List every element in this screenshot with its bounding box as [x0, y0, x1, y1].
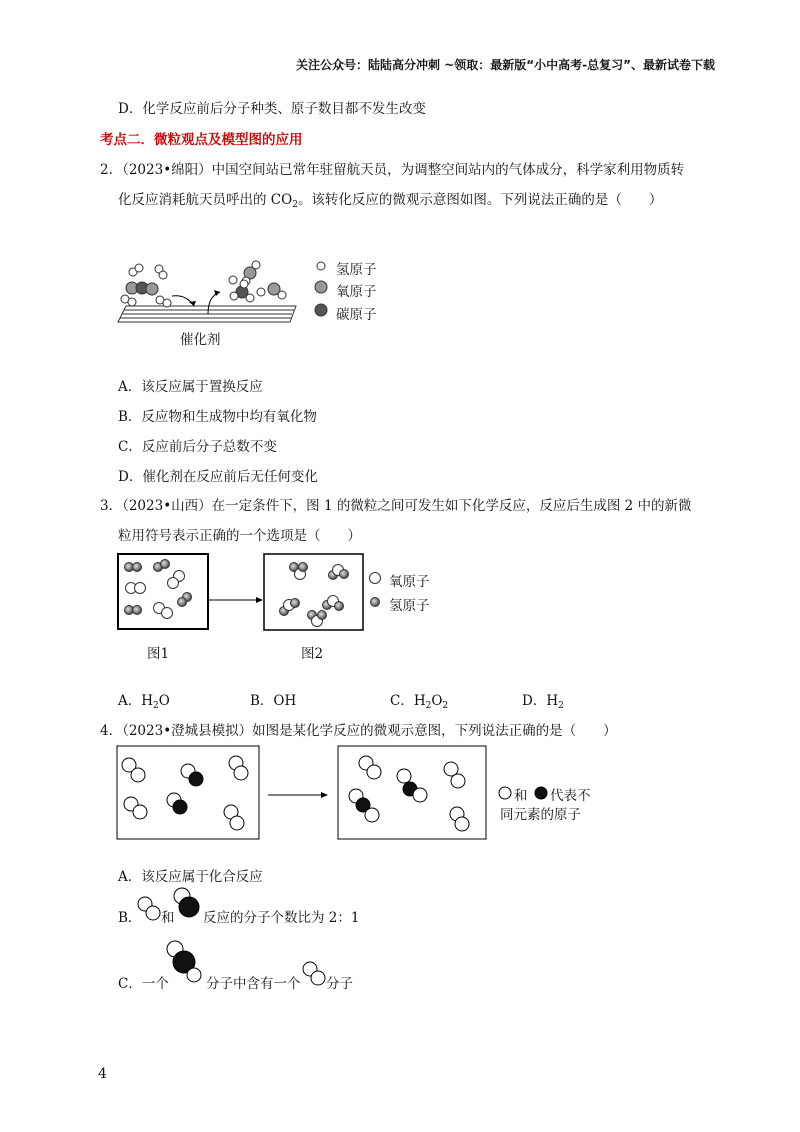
q3-option-c: C．$H_2O_2$ — [390, 693, 449, 711]
q3-legend-oxygen: 氧原子 — [389, 574, 430, 590]
q4-option-b-and: 和 — [161, 910, 175, 926]
q4-diagram — [116, 745, 496, 845]
white-atom-icon — [499, 787, 511, 799]
q4-option-a: A．该反应属于化合反应 — [118, 869, 263, 885]
q3-option-b: B．OH — [250, 693, 297, 709]
q3-stem-line2: 粒用符号表示正确的一个选项是（ ） — [118, 528, 361, 544]
q3-fig2-label: 图2 — [301, 646, 324, 662]
hydrogen-atom — [159, 271, 167, 279]
q2-legend-hydrogen: 氢原子 — [336, 262, 377, 278]
q4-option-c-prefix: C．一个 — [118, 976, 169, 992]
hydrogen-atom — [135, 264, 143, 272]
q3-option-d: D．$H_2$ — [522, 693, 564, 711]
q3-legend-hydrogen: 氢原子 — [389, 598, 430, 614]
q2-option-c: C．反应前后分子总数不变 — [118, 439, 277, 455]
hydrogen-atom — [128, 298, 136, 306]
q3-diagram — [117, 553, 377, 635]
q4-legend-line2: 同元素的原子 — [500, 807, 581, 823]
hydrogen-atom — [163, 299, 171, 307]
arrow-right-icon — [256, 597, 263, 603]
q2-option-b: B．反应物和生成物中均有氧化物 — [118, 409, 317, 425]
q3-option-a: A．$H_2O$ — [118, 693, 170, 711]
q4-option-b-tail: 反应的分子个数比为 2：1 — [203, 910, 360, 926]
carbon-legend-icon — [315, 304, 327, 316]
q3-stem-line1: 3．（2023•山西）在一定条件下，图 1 的微粒之间可发生如下化学反应，反应后生成图 2 中的新微 — [100, 498, 692, 514]
black-atom-icon — [535, 787, 547, 799]
q2-option-d: D．催化剂在反应前后无任何变化 — [118, 469, 318, 485]
q2-legend-carbon: 碳原子 — [336, 307, 377, 323]
oxygen-atom — [146, 283, 158, 295]
hydrogen-legend-icon — [371, 598, 380, 607]
q4-option-b-prefix: B． — [118, 910, 142, 926]
hydrogen-atom — [240, 280, 248, 288]
q4-option-c-tail: 分子 — [326, 976, 353, 992]
hydrogen-atom — [278, 291, 286, 299]
arrow-down-icon — [172, 296, 194, 306]
q2-stem-line1: 2．（2023•绵阳）中国空间站已常年驻留航天员，为调整空间站内的气体成分，科学家利用物质转 — [100, 162, 685, 178]
q4-option-c-mid: 分子中含有一个 — [206, 976, 301, 992]
page-header: 关注公众号：陆陆高分冲刺 ~领取：最新版“小中高考-总复习”、最新试卷下载 — [296, 58, 715, 72]
page-number: 4 — [98, 1066, 107, 1082]
oxygen-legend-icon — [315, 281, 327, 293]
hydrogen-atom — [246, 294, 254, 302]
q4-optb-molecule-mixed — [172, 886, 206, 924]
hydrogen-legend-icon — [317, 262, 325, 270]
q2-legend-oxygen: 氧原子 — [336, 284, 377, 300]
hydrogen-atom — [230, 292, 238, 300]
q1-option-d: D．化学反应前后分子种类、原子数目都不发生改变 — [118, 101, 426, 117]
section-title: 考点二．微粒观点及模型图的应用 — [100, 132, 303, 148]
catalyst-label: 催化剂 — [180, 332, 221, 348]
q4-optc-molecule — [166, 940, 206, 988]
q4-stem: 4．（2023•澄城县模拟）如图是某化学反应的微观示意图，下列说法正确的是（ ） — [100, 723, 617, 739]
arrow-right-icon — [321, 792, 328, 798]
q4-legend-and: 和 — [514, 788, 528, 804]
oxygen-legend-icon — [370, 573, 381, 584]
q2-option-a: A．该反应属于置换反应 — [118, 379, 263, 395]
hydrogen-atom — [257, 288, 265, 296]
hydrogen-atom — [229, 276, 237, 284]
q4-legend-represent: 代表不 — [550, 788, 591, 804]
q2-stem-line2: 化反应消耗航天员呼出的 $CO_2$。该转化反应的微观示意图如图。下列说法正确的是（ ） — [118, 192, 663, 210]
q3-fig1-label: 图1 — [147, 646, 170, 662]
